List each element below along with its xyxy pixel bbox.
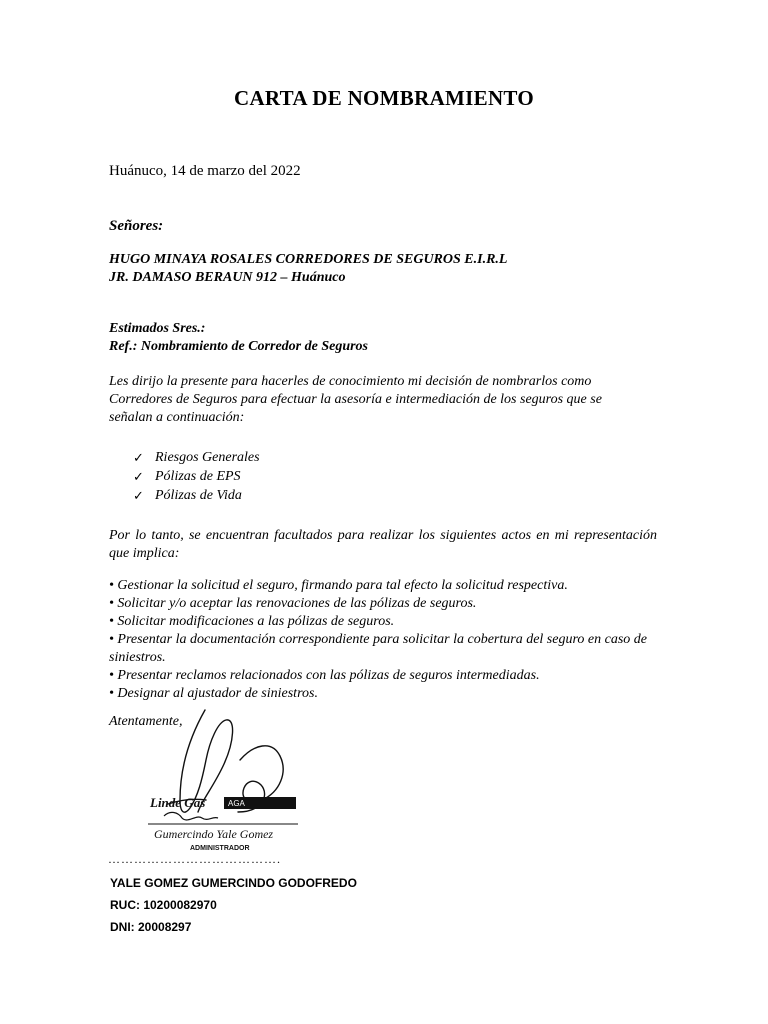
insurance-type-list <box>133 448 433 505</box>
intro-line: Les dirijo la presente para hacerles de conocimiento mi decisión de nombrarlos como <box>109 374 592 389</box>
insurance-type-label: Pólizas de Vida <box>155 487 242 503</box>
act-item: • Designar al ajustador de siniestros. <box>109 686 318 701</box>
signer-ruc: RUC: 10200082970 <box>110 898 217 912</box>
greeting-block <box>109 320 368 356</box>
stamp-role: ADMINISTRADOR <box>190 845 250 852</box>
salutation: Señores: <box>109 218 164 234</box>
signer-dni: DNI: 20008297 <box>110 920 192 934</box>
signer-name: YALE GOMEZ GUMERCINDO GODOFREDO <box>110 876 357 890</box>
stamp-badge: AGA <box>228 799 245 808</box>
signature-flourish <box>164 812 218 820</box>
recipient-block <box>109 251 507 287</box>
insurance-type-item <box>133 486 433 505</box>
insurance-type-item <box>133 448 433 467</box>
recipient-address: JR. DAMASO BERAUN 912 – Huánuco <box>109 270 346 285</box>
intro-line: señalan a continuación: <box>109 410 245 425</box>
act-item: • Presentar reclamos relacionados con las pólizas de seguros intermediadas. <box>109 668 540 683</box>
act-item: • Solicitar modificaciones a las pólizas de seguros. <box>109 614 395 629</box>
letter-title: CARTA DE NOMBRAMIENTO <box>234 86 534 110</box>
check-icon: ✓ <box>133 468 144 484</box>
reference-line: Ref.: Nombramiento de Corredor de Seguros <box>109 339 368 354</box>
act-item: • Gestionar la solicitud el seguro, firmando para tal efecto la solicitud respectiva. <box>109 578 568 593</box>
greeting: Estimados Sres.: <box>109 321 206 336</box>
act-item: • Presentar la documentación correspondiente para solicitar la cobertura del seguro en caso de siniestros. <box>109 632 647 665</box>
check-icon: ✓ <box>133 449 144 465</box>
check-icon: ✓ <box>133 487 144 503</box>
stamp-company: Linde Gas <box>150 795 206 810</box>
recipient-company: HUGO MINAYA ROSALES CORREDORES DE SEGUROS E.I.R.L <box>109 252 508 267</box>
act-item: • Solicitar y/o aceptar las renovaciones de las pólizas de seguros. <box>109 596 477 611</box>
intro-paragraph <box>109 373 659 427</box>
acts-list <box>109 577 665 703</box>
insurance-type-label: Riesgos Generales <box>155 449 260 465</box>
intro-line: Corredores de Seguros para efectuar la asesoría e intermediación de los seguros que se <box>109 392 602 407</box>
signature-stamp <box>140 700 310 860</box>
closing: Atentamente, <box>109 714 183 729</box>
signature-line: …………………………………. <box>108 852 281 866</box>
insurance-type-item <box>133 467 433 486</box>
stamp-name: Gumercindo Yale Gomez <box>154 827 274 841</box>
date-line: Huánuco, 14 de marzo del 2022 <box>109 163 301 179</box>
insurance-type-label: Pólizas de EPS <box>155 468 241 484</box>
authority-paragraph: Por lo tanto, se encuentran facultados para realizar los siguientes actos en mi representación que implica: <box>109 528 657 561</box>
